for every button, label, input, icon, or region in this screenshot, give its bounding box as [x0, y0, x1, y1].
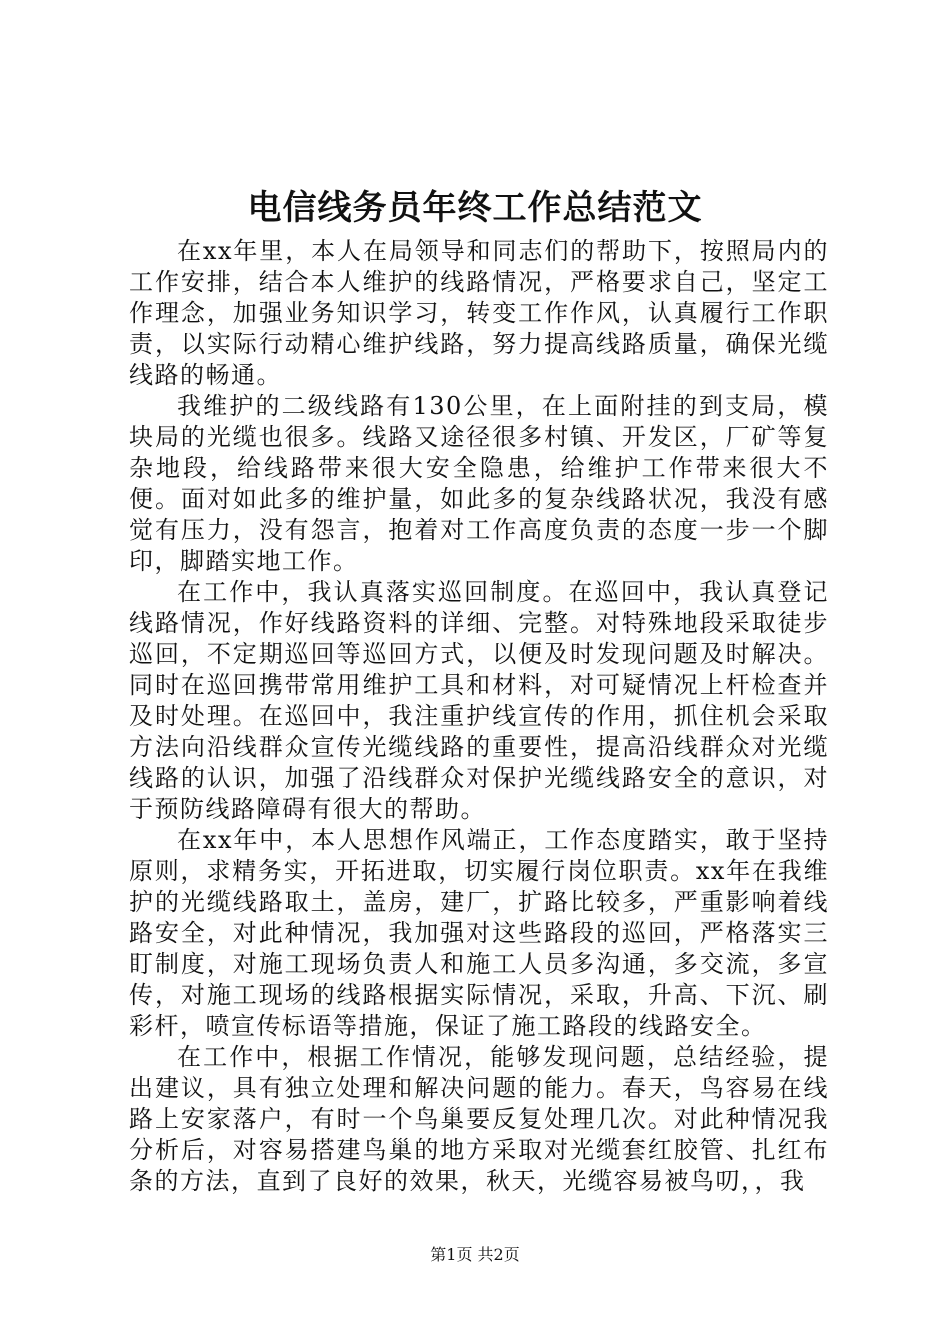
document-body — [129, 236, 829, 1197]
document-title: 电信线务员年终工作总结范文 — [247, 188, 703, 228]
paragraph: 在xx年中，本人思想作风端正，工作态度踏实，敢于坚持原则，求精务实，开拓进取，切实履行岗位职责。xx年在我维护的光缆线路取土，盖房，建厂，扩路比较多，严重影响着线路安全，对此种情况，我加强对这些路段的巡回，严格落实三盯制度，对施工现场负责人和施工人员多沟通，多交流，多宣传，对施工现场的线路根据实际情况，采取，升高、下沉、刷彩杆，喷宣传标语等措施，保证了施工路段的线路安全。 — [129, 826, 829, 1040]
page-footer: 第1页 共2页 — [430, 1245, 520, 1264]
paragraph: 在工作中，根据工作情况，能够发现问题，总结经验，提出建议，具有独立处理和解决问题的能力。春天，鸟容易在线路上安家落户，有时一个鸟巢要反复处理几次。对此种情况我分析后，对容易搭建鸟巢的地方采取对光缆套红胶管、扎红布条的方法，直到了良好的效果，秋天，光缆容易被鸟叨，，我 — [129, 1043, 829, 1195]
paragraph: 我维护的二级线路有130公里，在上面附挂的到支局，模块局的光缆也很多。线路又途径很多村镇、开发区，厂矿等复杂地段，给线路带来很大安全隐患，给维护工作带来很大不便。面对如此多的维护量，如此多的复杂线路状况，我没有感觉有压力，没有怨言，抱着对工作高度负责的态度一步一个脚印，脚踏实地工作。 — [129, 392, 829, 575]
paragraph: 在xx年里，本人在局领导和同志们的帮助下，按照局内的工作安排，结合本人维护的线路情况，严格要求自己，坚定工作理念，加强业务知识学习，转变工作作风，认真履行工作职责，以实际行动精心维护线路，努力提高线路质量，确保光缆线路的畅通。 — [129, 237, 829, 389]
paragraph: 在工作中，我认真落实巡回制度。在巡回中，我认真登记线路情况，作好线路资料的详细、完整。对特殊地段采取徒步巡回，不定期巡回等巡回方式，以便及时发现问题及时解决。同时在巡回携带常用维护工具和材料，对可疑情况上杆检查并及时处理。在巡回中，我注重护线宣传的作用，抓住机会采取方法向沿线群众宣传光缆线路的重要性，提高沿线群众对光缆线路的认识，加强了沿线群众对保护光缆线路安全的意识，对于预防线路障碍有很大的帮助。 — [129, 578, 829, 823]
